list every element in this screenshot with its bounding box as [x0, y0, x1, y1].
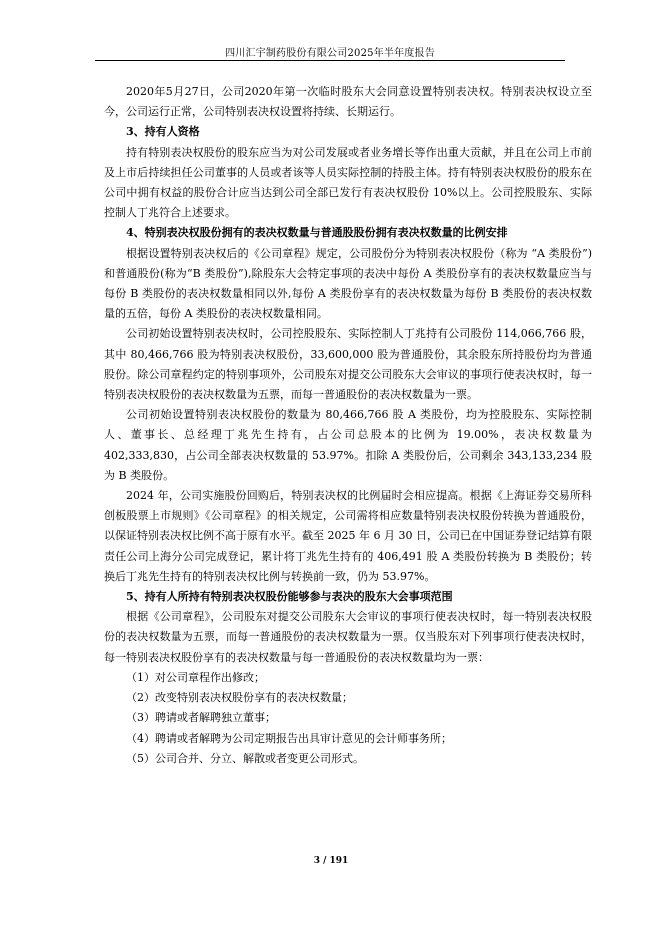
paragraph-class-a-count: 公司初始设置特别表决权股份的数量为 80,466,766 股 A 类股份，均为控股股东、实际控制人、董事长、总经理丁兆先生持有，占公司总股本的比例为 19.00%，表决权数量为 402,333,830，占公司全部表决权数量的 53.97%。扣除 A 类股份后，公司剩余 343,133,234 股为 B 类股份。	[104, 408, 592, 482]
list-item: （3）聘请或者解聘独立董事；	[126, 711, 276, 725]
list-item: （1）对公司章程作出修改；	[126, 670, 265, 684]
section-heading-voting-ratio: 4、特别表决权股份拥有的表决权数量与普通股股份拥有表决权数量的比例安排	[126, 226, 508, 240]
paragraph-setup-date: 2020年5月27日，公司2020年第一次临时股东大会同意设置特别表决权。特别表决权设立至今，公司运行正常，公司特别表决权设置将持续、长期运行。	[104, 85, 592, 119]
paragraph-buyback-conversion: 2024 年，公司实施股份回购后，特别表决权的比例届时会相应提高。根据《上海证券交易所科创板股票上市规则》《公司章程》的相关规定，公司需将相应数量特别表决权股份转换为普通股份，以保证特别表决权比例不高于原有水平。截至 2025 年 6 月 30 日，公司已在中国证券登记结算有限责任公司上海分公司完成登记，累计将丁兆先生持有的 406,491 股 A 类股份转换为 B 类股份；转换后丁兆先生持有的特别表决权比例与转换前一致，仍为 53.97%。	[104, 489, 592, 583]
section-heading-holder-qualification: 3、持有人资格	[126, 125, 200, 139]
page-number: 3 / 191	[313, 856, 349, 866]
list-item: （4）聘请或者解聘为公司定期报告出具审计意见的会计师事务所；	[126, 731, 452, 745]
paragraph-holder-qualification: 持有特别表决权股份的股东应当为对公司发展或者业务增长等作出重大贡献，并且在公司上市前及上市后持续担任公司董事的人员或者该等人员实际控制的持股主体。持有特别表决权股份的股东在公司中拥有权益的股份合计应当达到公司全部已发行有表决权股份 10%以上。公司控股股东、实际控制人丁兆符合上述要求。	[104, 145, 592, 220]
section-heading-voting-scope: 5、持有人所持有特别表决权股份能够参与表决的股东大会事项范围	[126, 590, 453, 604]
paragraph-voting-scope: 根据《公司章程》，公司股东对提交公司股东大会审议的事项行使表决权时，每一特别表决权股份的表决权数量为五票，而每一普通股份的表决权数量为一票。仅当股东对下列事项行使表决权时，每一特别表决权股份享有的表决权数量与每一普通股份的表决权数量均为一票：	[104, 610, 592, 664]
paragraph-initial-holding: 公司初始设置特别表决权时，公司控股股东、实际控制人丁兆持有公司股份 114,066,766 股，其中 80,466,766 股为特别表决权股份，33,600,000 股为普通股份，其余股东所持股份均为普通股份。除公司章程约定的特别事项外，公司股东对提交公司股东大会审议的事项行使表决权时，每一特别表决权股份的表决权数量为五票，而每一普通股份的表决权数量为一票。	[104, 327, 592, 402]
report-header: 四川汇宇制药股份有限公司2025年半年度报告	[225, 48, 435, 59]
paragraph-share-classes: 根据设置特别表决权后的《公司章程》规定，公司股份分为特别表决权股份（称为 “A 类股份”)和普通股份(称为“B 类股份”),除股东大会特定事项的表决中每份 A 类股份享有的表决权数量应当与每份 B 类股份的表决权数量相同以外,每份 A 类股份享有的表决权数量为每份 B 类股份的表决权数量的五倍，每份 A 类股份的表决权数量相同。	[104, 246, 592, 321]
list-item: （2）改变特别表决权股份享有的表决权数量；	[126, 691, 353, 705]
page-body	[104, 82, 592, 769]
header-divider	[95, 60, 565, 61]
list-item: （5）公司合并、分立、解散或者变更公司形式。	[126, 751, 364, 765]
